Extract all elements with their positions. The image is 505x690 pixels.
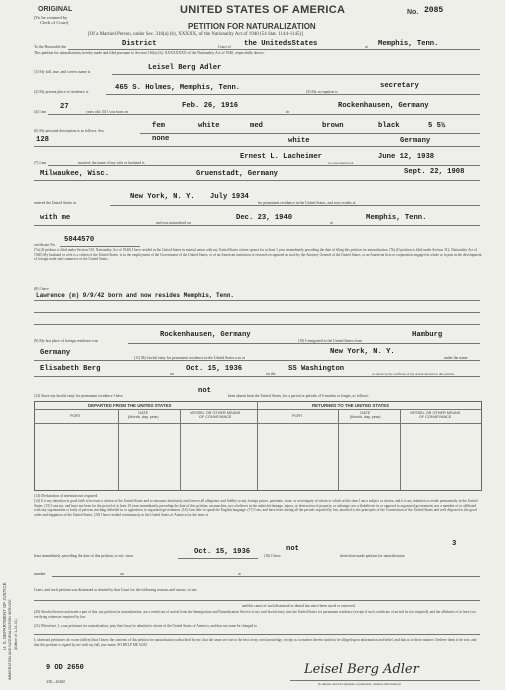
naturalized-place: Memphis, Tenn.: [366, 214, 427, 222]
residence-address: 465 S. Holmes, Memphis, Tenn.: [115, 84, 241, 92]
side-edition: (Edition of 1-24-41): [14, 619, 18, 650]
label-married: (7) I am: [34, 161, 47, 165]
col-port-left: PORT: [70, 414, 81, 418]
label-born: years old. (5) I was born on: [86, 110, 128, 114]
retained-note-1: (To be retained by: [34, 15, 68, 20]
arrival-name: Elisabeth Berg: [40, 365, 101, 373]
col-vessel-left: VESSEL OR OTHER MEANS OF CONVEYANCE: [190, 411, 241, 419]
absence: not: [198, 387, 211, 395]
side-service: IMMIGRATION AND NATURALIZATION SERVICE: [8, 599, 12, 680]
label-continuous: least immediately preceding the date of this petition, to wit: since: [34, 554, 134, 558]
label-name: (1) My full, true, and correct name is: [34, 70, 91, 74]
paragraph-20: (20) Attached hereto and made a part of this, my petition for naturalization, are a certificate of arrival from the Immigration and Naturalization Service of my said lawful entry into the United States for permanent residence (except if such certificate of arrival be not required), and the affidavits of at least two verifying witnesses required by law.: [34, 610, 476, 619]
nationality: Germany: [400, 137, 431, 145]
label-court-dismissed: Court, and such petition was dismissed or denied by that Court for the following reasons and causes, to wit:: [34, 588, 198, 592]
weight: 128: [36, 136, 49, 144]
court-city: Memphis, Tenn.: [378, 40, 439, 48]
continuous-date: Oct. 15, 1936: [194, 548, 251, 556]
age: 27: [60, 103, 69, 111]
sex: fem: [152, 122, 165, 130]
label-occupation: (3) My occupation is: [306, 90, 338, 94]
petitioner-signature: Leisel Berg Adler: [304, 662, 419, 677]
col-date-left: DATE (Month, day, year): [128, 411, 159, 419]
arrival-place: New York, N. Y.: [330, 348, 395, 356]
label-in: in: [286, 110, 289, 114]
label-married-on: we were married on: [328, 161, 354, 165]
children: Lawrence (m) 9/9/42 born and now resides Memphis, Tenn.: [36, 292, 235, 299]
label-age: (4) I am: [34, 110, 47, 114]
paragraph-21: (21) Wherefore, I, your petitioner for naturalization, pray that I may be admitted a citizen of the United States of America, and that my name be changed to: [34, 624, 257, 628]
naturalized-date: Dec. 23, 1940: [236, 214, 293, 222]
side-department: U. S. DEPARTMENT OF JUSTICE: [2, 582, 7, 650]
emigrated-from: Hamburg: [412, 331, 443, 339]
original-label: ORIGINAL: [38, 6, 73, 13]
label-emigrated: (10) I emigrated to the United States from: [298, 339, 362, 343]
label-certificate: certificate No.: [34, 243, 56, 247]
emigrated-country: Germany: [40, 349, 71, 357]
paragraph-14-18: (14) It is my intention in good faith to become a citizen of the United States and to renounce absolutely and forever all allegiance and fidelity to any foreign prince, potentate, state, or sovereignty of whom or which at this time I am a subject or citizen, and it is my intention to reside permanently in the United States. (15) I am not, and have not been for the period of at least 10 years immediately preceding the date of this petition, an anarchist; nor a believer in the unlawful damage, injury, or destruction of property, or sabotage; nor a disbeliever in or opposed to organized government; nor a member of or affiliated with any organization or body of persons teaching disbelief in or opposition to organized government. (16) I am able to speak the English language. (17) I am, and have been during all the periods required by law, attached to the principles of the Constitution of the United States and well disposed to the good order and happiness of the United States. (18) I have resided continuously in the United States of America for the term of: [34, 499, 478, 517]
label-at: at: [238, 572, 241, 576]
label-declaration: (13) Declaration of intention not required.: [34, 494, 98, 498]
col-date-right: DATE (Month, day, year): [350, 411, 381, 419]
complexion: med: [250, 122, 263, 130]
court-at-label: at: [365, 45, 368, 49]
arrival-date: Oct. 15, 1936: [186, 365, 243, 373]
label-entered: entered the United States at: [34, 201, 76, 205]
birth-date: Feb. 26, 1916: [182, 102, 239, 110]
petition-title: PETITION FOR NATURALIZATION: [188, 22, 316, 31]
marriage-place: Milwaukee, Wisc.: [40, 170, 110, 178]
court-place: the UnitedsStates: [244, 40, 318, 48]
label-resides: for permanent residence in the United States, and now resides at: [258, 201, 356, 205]
color: white: [198, 122, 220, 130]
spouse-entry-date: July 1934: [210, 193, 249, 201]
marriage-date: June 12, 1938: [378, 153, 435, 161]
spouse-birthplace: Gruenstadt, Germany: [196, 170, 278, 178]
vessel: SS Washington: [288, 365, 345, 373]
col-vessel-right: VESSEL OR OTHER MEANS OF CONVEYANCE: [410, 411, 461, 419]
to-honorable: To the Honorable the: [34, 45, 67, 49]
label-absence-2: been absent from the United States, for a period or periods of 6 months or longer, as follows:: [228, 394, 370, 398]
petition-number: 2085: [424, 6, 444, 15]
signature-caption: (Complete and true signature of petitioner, without abbreviation): [318, 682, 401, 686]
label-description: (6) My personal description is as follows: Sex: [34, 129, 104, 133]
spouse-entry-place: New York, N. Y.: [130, 193, 195, 201]
intro-text: This petition for naturalization, hereby made and filed pursuant to Section 310(a) (b), XXXXXXXX of the Nationality Act of 1940, respectfully shows:: [34, 51, 265, 55]
country-title: UNITED STATES OF AMERICA: [180, 4, 346, 16]
eyes: brown: [322, 122, 344, 130]
occupation: secretary: [380, 82, 419, 90]
label-residence: (2) My present place of residence is: [34, 90, 89, 94]
oath-text: I, aforesaid petitioner, do swear (affirm) that I know the contents of this petition for naturalization subscribed by me, that the same are true to the best of my own knowledge, except as to matters therein stated to be alleged upon information and belief, and that as to those matters I believe them to be true, and that this petition is signed by me with my full, true name: SO HELP ME GOD.: [34, 638, 477, 647]
label-lawful-entry: (11) My lawful entry for permanent residence in the United States was at: [134, 356, 245, 360]
label-on-the: on the: [266, 372, 276, 376]
table-left-title: DEPARTED FROM THE UNITED STATES: [88, 403, 172, 408]
label-prior: (16) I have: [264, 554, 281, 558]
last-foreign-residence: Rockenhausen, Germany: [160, 331, 251, 339]
label-children: (8) I have: [34, 287, 49, 291]
resides-with: with me: [40, 214, 71, 222]
race: white: [288, 137, 310, 145]
label-number: number: [34, 572, 46, 576]
court-of-label: Court of: [218, 45, 231, 49]
label-last-residence: (9) My last place of foreign residence was: [34, 339, 98, 343]
spouse-birth-date: Sept. 22, 1908: [404, 168, 465, 176]
spouse-name: Ernest L. Lacheimer: [240, 153, 322, 161]
label-cause: and the cause of such dismissal or denial has since been cured or removed.: [242, 604, 356, 608]
col-port-right: PORT: [292, 414, 303, 418]
retained-note-2: Clerk of Court): [40, 20, 69, 25]
petition-subtitle: [Of a Married Person, under Sec. 310(a) (b), XXXXX, of the Nationality Act of 1940 (54 Stat. 1144-1145)]: [88, 32, 303, 37]
label-on: on: [120, 572, 124, 576]
label-naturalized: and was naturalized on: [156, 221, 191, 225]
hair: black: [378, 122, 400, 130]
label-naturalized-at: at: [330, 221, 333, 225]
label-absence: (12) Since my lawful entry for permanent residence I have: [34, 394, 123, 398]
label-arrival-on: on: [170, 372, 174, 376]
clause-7a-7b: (7a) (If petition is filed under Section 310, Nationality Act of 1940) I have resided in the United States in marital union with my United States citizen spouse for at least 1 year immediately preceding the date of filing this petition for naturalization. (7b) (If petition is filed under Section 312, Nationality Act of 1940) My husband or wife is a citizen of the United States, is in the employment of the Government of the United States, or of an American institution of research recognized as such by the Attorney General of the United States, or an American firm or corporation engaged in whole or in part in the development of foreign trade and commerce of the United States.: [34, 248, 482, 262]
label-prior-2: heretofore made petition for naturalization: [340, 554, 405, 558]
number-label: No.: [407, 9, 419, 16]
prior-petition: not: [286, 545, 299, 553]
petitioner-name: Leisel Berg Adler: [148, 64, 222, 72]
height: 5 5½: [428, 122, 446, 130]
label-arrival-cert: as shown by the certificate of my arrival attached to this petition.: [372, 372, 455, 376]
years-3: 3: [452, 540, 457, 548]
label-spouse: married; the name of my wife or husband is: [78, 161, 145, 165]
visible-marks: none: [152, 135, 170, 143]
court-type: District: [122, 40, 157, 48]
table-right-title: RETURNED TO THE UNITED STATES: [312, 403, 390, 408]
form-number: 438—10460: [46, 680, 65, 684]
label-under-name: under the name: [444, 356, 468, 360]
certificate-number: 5044570: [64, 236, 95, 244]
barcode-number: 9 OD 2650: [46, 664, 84, 672]
birth-place: Rockenhausen, Germany: [338, 102, 429, 110]
